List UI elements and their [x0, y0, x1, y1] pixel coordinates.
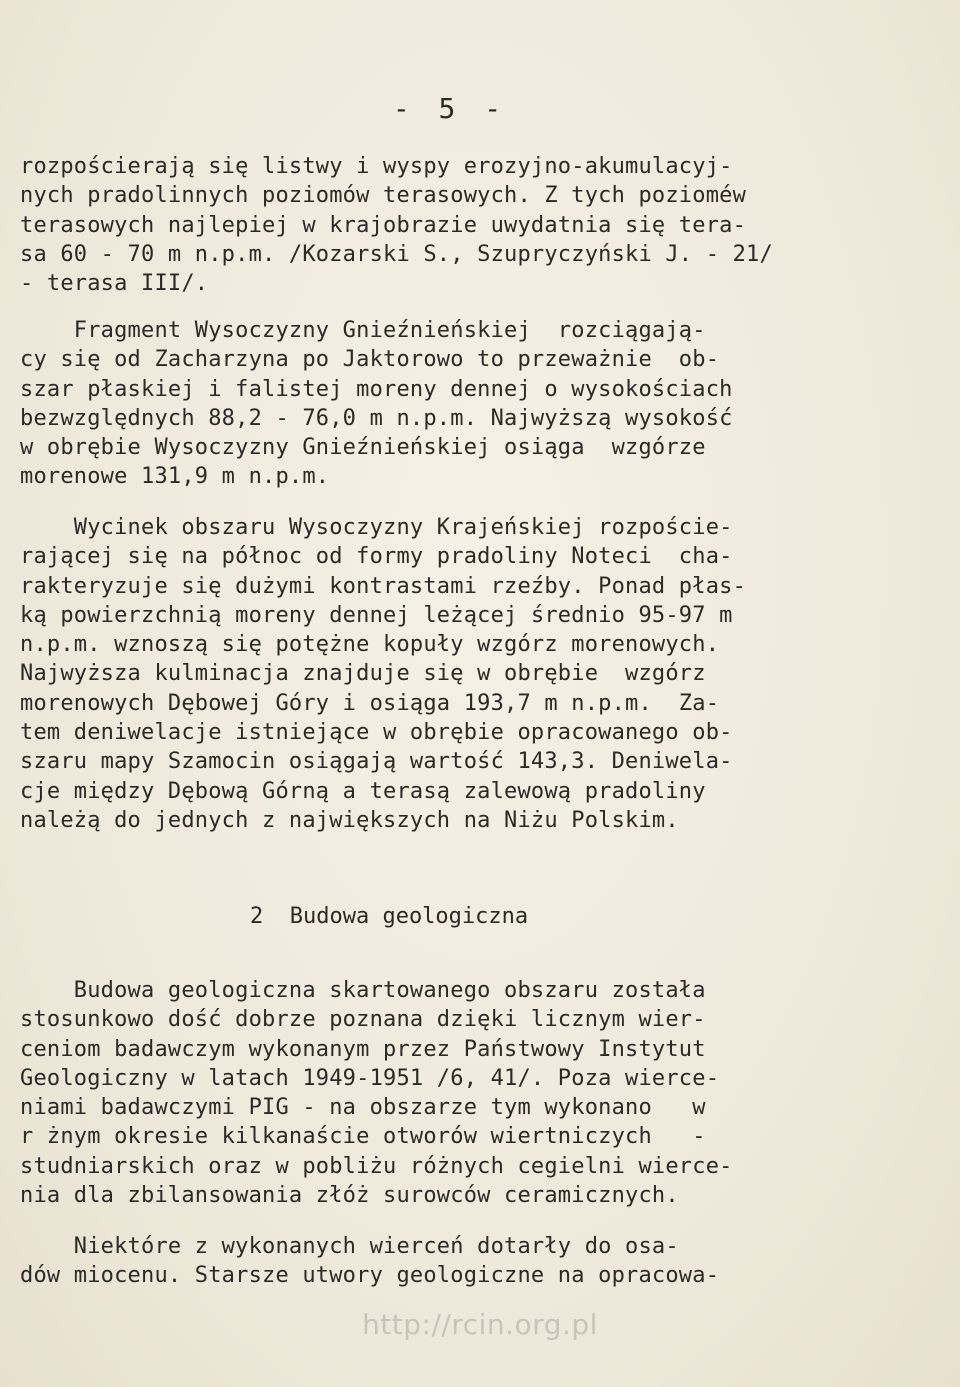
text-line: bezwzględnych 88,2 - 76,0 m n.p.m. Najwyższą wysokość — [20, 405, 733, 431]
text-line: Najwyższa kulminacja znajduje się w obrębie wzgórz — [20, 661, 706, 687]
paragraph — [20, 152, 870, 298]
text-line: ką powierzchnią moreny dennej leżącej średnio 95-97 m — [20, 602, 733, 628]
paragraph — [20, 513, 870, 835]
text-line: stosunkowo dość dobrze poznana dzięki licznym wier- — [20, 1007, 706, 1033]
text-line: w obrębie Wysoczyzny Gnieźnieńskiej osiąga wzgórze — [20, 435, 706, 461]
text-line: Fragment Wysoczyzny Gnieźnieńskiej rozciągają- — [20, 318, 706, 343]
text-line: Wycinek obszaru Wysoczyzny Krajeńskiej rozpoście- — [20, 515, 733, 540]
text-line: szar płaskiej i falistej moreny dennej o wysokościach — [20, 376, 733, 402]
text-line: studniarskich oraz w pobliżu różnych cegielni wierce- — [20, 1153, 733, 1179]
text-line: rozpościerają się listwy i wyspy erozyjno-akumulacyj- — [20, 154, 733, 179]
paragraph — [20, 976, 870, 1210]
text-line: Geologiczny w latach 1949-1951 /6, 41/. Poza wierce- — [20, 1065, 720, 1091]
text-line: należą do jednych z największych na Niżu Polskim. — [20, 807, 679, 833]
text-line: dów miocenu. Starsze utwory geologiczne na opracowa- — [20, 1263, 720, 1289]
text-line: rającej się na północ od formy pradoliny Noteci cha- — [20, 544, 733, 570]
text-line: cje między Dębową Górną a terasą zalewową pradoliny — [20, 778, 706, 804]
text-line: ceniom badawczym wykonanym przez Państwowy Instytut — [20, 1036, 706, 1062]
page-number: - 5 - — [392, 92, 508, 125]
text-line: rakteryzuje się dużymi kontrastami rzeźby. Ponad płas- — [20, 573, 747, 599]
text-line: morenowych Dębowej Góry i osiąga 193,7 m n.p.m. Za- — [20, 690, 720, 716]
paragraph — [20, 316, 870, 492]
text-line: tem deniwelacje istniejące w obrębie opracowanego ob- — [20, 720, 733, 746]
text-line: Budowa geologiczna skartowanego obszaru została — [20, 978, 706, 1003]
text-line: nych pradolinnych poziomów terasowych. Z tych pozioméw — [20, 183, 747, 209]
text-line: n.p.m. wznoszą się potężne kopuły wzgórz morenowych. — [20, 632, 720, 658]
text-line: Niektóre z wykonanych wierceń dotarły do osa- — [20, 1234, 679, 1259]
text-line: terasowych najlepiej w krajobrazie uwydatnia się tera- — [20, 212, 747, 238]
source-watermark: http://rcin.org.pl — [362, 1308, 598, 1341]
text-line: - terasa III/. — [20, 271, 209, 297]
paragraph — [20, 1232, 870, 1291]
text-line: cy się od Zacharzyna po Jaktorowo to przeważnie ob- — [20, 347, 720, 373]
text-line: r żnym okresie kilkanaście otworów wiertniczych - — [20, 1124, 706, 1150]
section-heading: 2 Budowa geologiczna — [250, 904, 529, 929]
text-line: szaru mapy Szamocin osiągają wartość 143,3. Deniwela- — [20, 749, 733, 775]
text-line: morenowe 131,9 m n.p.m. — [20, 464, 330, 490]
text-line: sa 60 - 70 m n.p.m. /Kozarski S., Szupryczyński J. - 21/ — [20, 241, 773, 267]
text-line: niami badawczymi PIG - na obszarze tym wykonano w — [20, 1095, 706, 1121]
text-line: nia dla zbilansowania złóż surowców ceramicznych. — [20, 1183, 679, 1209]
